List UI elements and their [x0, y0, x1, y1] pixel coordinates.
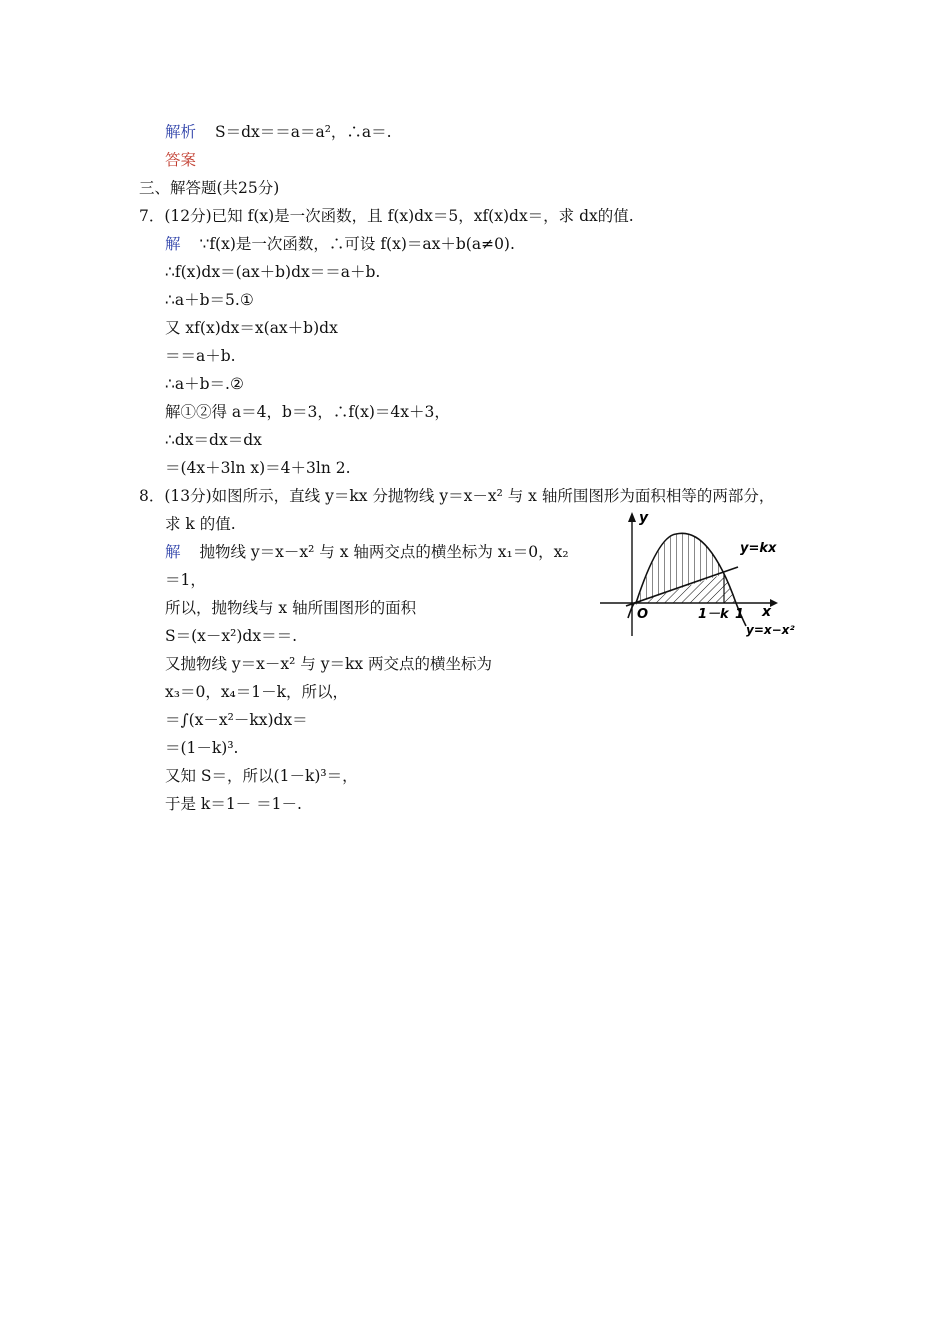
jiexi-line [165, 122, 392, 142]
y-axis-label: y [639, 510, 649, 526]
q8-line: 又知 S＝，所以(1－k)³＝， [165, 767, 358, 785]
q8-line: S＝(x－x²)dx＝＝. [165, 627, 298, 645]
x-axis-arrow [770, 599, 778, 607]
x-axis-label: x [762, 604, 772, 620]
q8-line: 抛物线 y＝x－x² 与 x 轴两交点的横坐标为 x₁＝0，x₂ [199, 543, 569, 561]
q8-stem-line2: 求 k 的值. [165, 515, 236, 533]
q7-stem: 7．(12分)已知 f(x)是一次函数，且 f(x)dx＝5，xf(x)dx＝，求 dx的值. [139, 207, 634, 225]
q8-line: ＝(1－k)³. [165, 739, 239, 757]
q7-line: 又 xf(x)dx＝x(ax＋b)dx [165, 319, 338, 337]
q7-line: ∵f(x)是一次函数，∴可设 f(x)＝ax＋b(a≠0). [199, 235, 515, 253]
q7-line: 解①②得 a＝4，b＝3，∴f(x)＝4x＋3， [165, 403, 450, 421]
q7-line: ∴dx＝dx＝dx [165, 431, 262, 449]
q7-line: ∴a＋b＝5.① [165, 291, 254, 309]
tick-1-k: 1－k [698, 607, 729, 622]
answer-label: 答案 [165, 151, 197, 169]
q8-line: ＝∫(x－x²－kx)dx＝ [165, 711, 308, 729]
q7-line: ∴f(x)dx＝(ax＋b)dx＝＝a＋b. [165, 263, 381, 281]
q7-solution-label: 解 [165, 235, 181, 253]
line-label: y=kx [740, 541, 777, 556]
origin-label: O [637, 607, 649, 622]
tick-1: 1 [735, 607, 745, 622]
section-heading: 三、解答题(共25分) [139, 179, 280, 197]
jiexi-text: S＝dx＝＝a＝a²，∴a＝. [214, 123, 392, 141]
q7-solution-first [165, 234, 515, 254]
y-axis-arrow [628, 512, 636, 522]
q7-line: ＝＝a＋b. [165, 347, 236, 365]
q8-line: ＝1， [165, 571, 206, 589]
q8-solution-label: 解 [165, 543, 181, 561]
q8-solution-first [165, 542, 569, 562]
q8-line: 于是 k＝1－ ＝1－. [165, 795, 302, 813]
parabola-figure [598, 508, 816, 644]
q8-line: 所以，抛物线与 x 轴所围图形的面积 [165, 599, 417, 617]
q8-line: 又抛物线 y＝x－x² 与 y＝kx 两交点的横坐标为 [165, 655, 493, 673]
q7-line: ∴a＋b＝.② [165, 375, 244, 393]
q8-line: x₃＝0，x₄＝1－k，所以， [165, 683, 349, 701]
q8-stem-line1: 8．(13分)如图所示，直线 y＝kx 分抛物线 y＝x－x² 与 x 轴所围图形为面积相等的两部分， [139, 487, 775, 505]
parabola-label: y=x−x² [746, 623, 795, 637]
q7-line: ＝(4x＋3ln x)＝4＋3ln 2. [165, 459, 351, 477]
jiexi-label: 解析 [165, 123, 197, 141]
